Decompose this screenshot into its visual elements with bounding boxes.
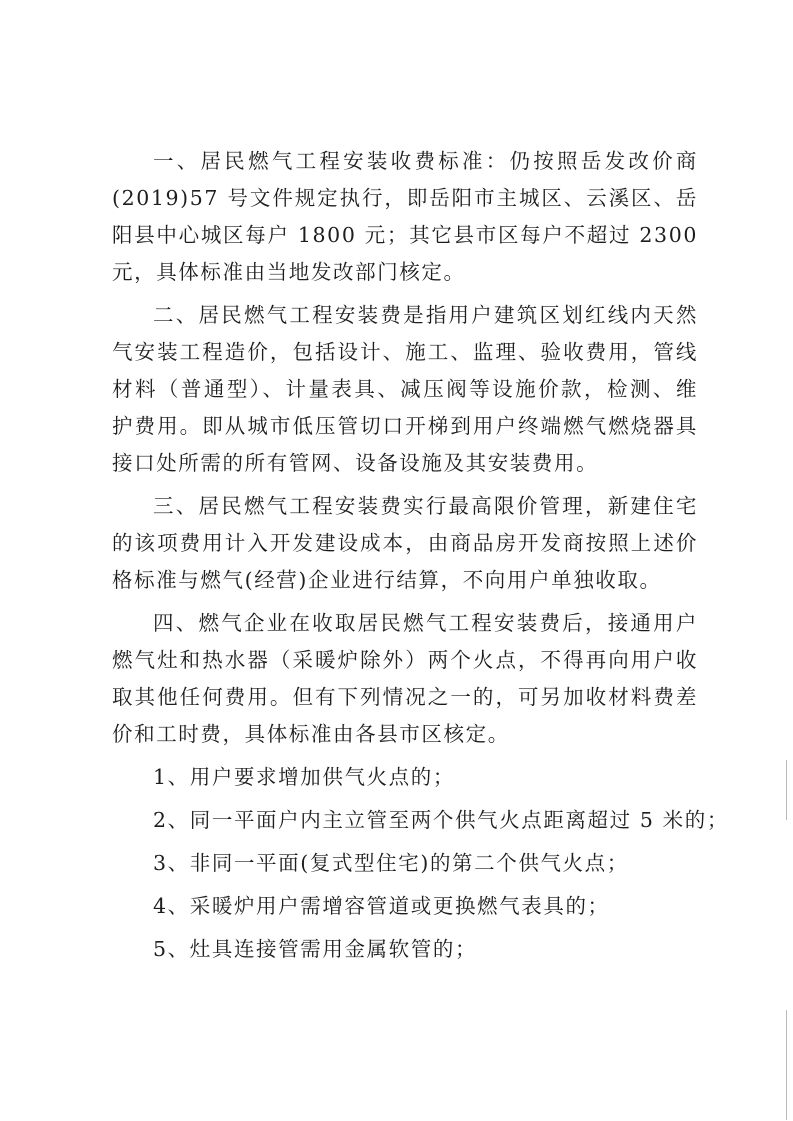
- list-item-2: 2、同一平面户内主立管至两个供气火点距离超过 5 米的；: [153, 808, 729, 832]
- list-item-1: 1、用户要求增加供气火点的；: [153, 765, 455, 789]
- paragraph-1-installation-fee-standard: 一、居民燃气工程安装收费标准：仍按照岳发改价商(2019)57 号文件规定执行，即岳阳市主城区、云溪区、岳阳县中心城区每户 1800 元；其它县市区每户不超过 2300 元，具体标准由当地发改部门核定。: [112, 149, 698, 284]
- paragraph-2-fee-definition: 二、居民燃气工程安装费是指用户建筑区划红线内天然气安装工程造价，包括设计、施工、监理、验收费用，管线材料（普通型）、计量表具、减压阀等设施价款，检测、维护费用。即从城市低压管切口开梯到用户终端燃气燃烧器具接口处所需的所有管网、设备设施及其安装费用。: [112, 303, 698, 475]
- scan-edge-mark-top: [786, 760, 787, 820]
- list-item-5: 5、灶具连接管需用金属软管的；: [153, 937, 478, 961]
- scan-edge-mark-bottom: [786, 1010, 787, 1120]
- list-item-4: 4、采暖炉用户需增容管道或更换燃气表具的；: [153, 894, 610, 918]
- paragraph-3-price-cap-management: 三、居民燃气工程安装费实行最高限价管理，新建住宅的该项费用计入开发建设成本，由商品房开发商按照上述价格标准与燃气(经营)企业进行结算，不向用户单独收取。: [112, 494, 698, 592]
- document-body: [112, 143, 729, 974]
- list-item-3: 3、非同一平面(复式型住宅)的第二个供气火点；: [153, 851, 629, 875]
- paragraph-4-extra-charges: 四、燃气企业在收取居民燃气工程安装费后，接通用户燃气灶和热水器（采暖炉除外）两个火点，不得再向用户收取其他任何费用。但有下列情况之一的，可另加收材料费差价和工时费，具体标准由各县市区核定。: [112, 611, 698, 746]
